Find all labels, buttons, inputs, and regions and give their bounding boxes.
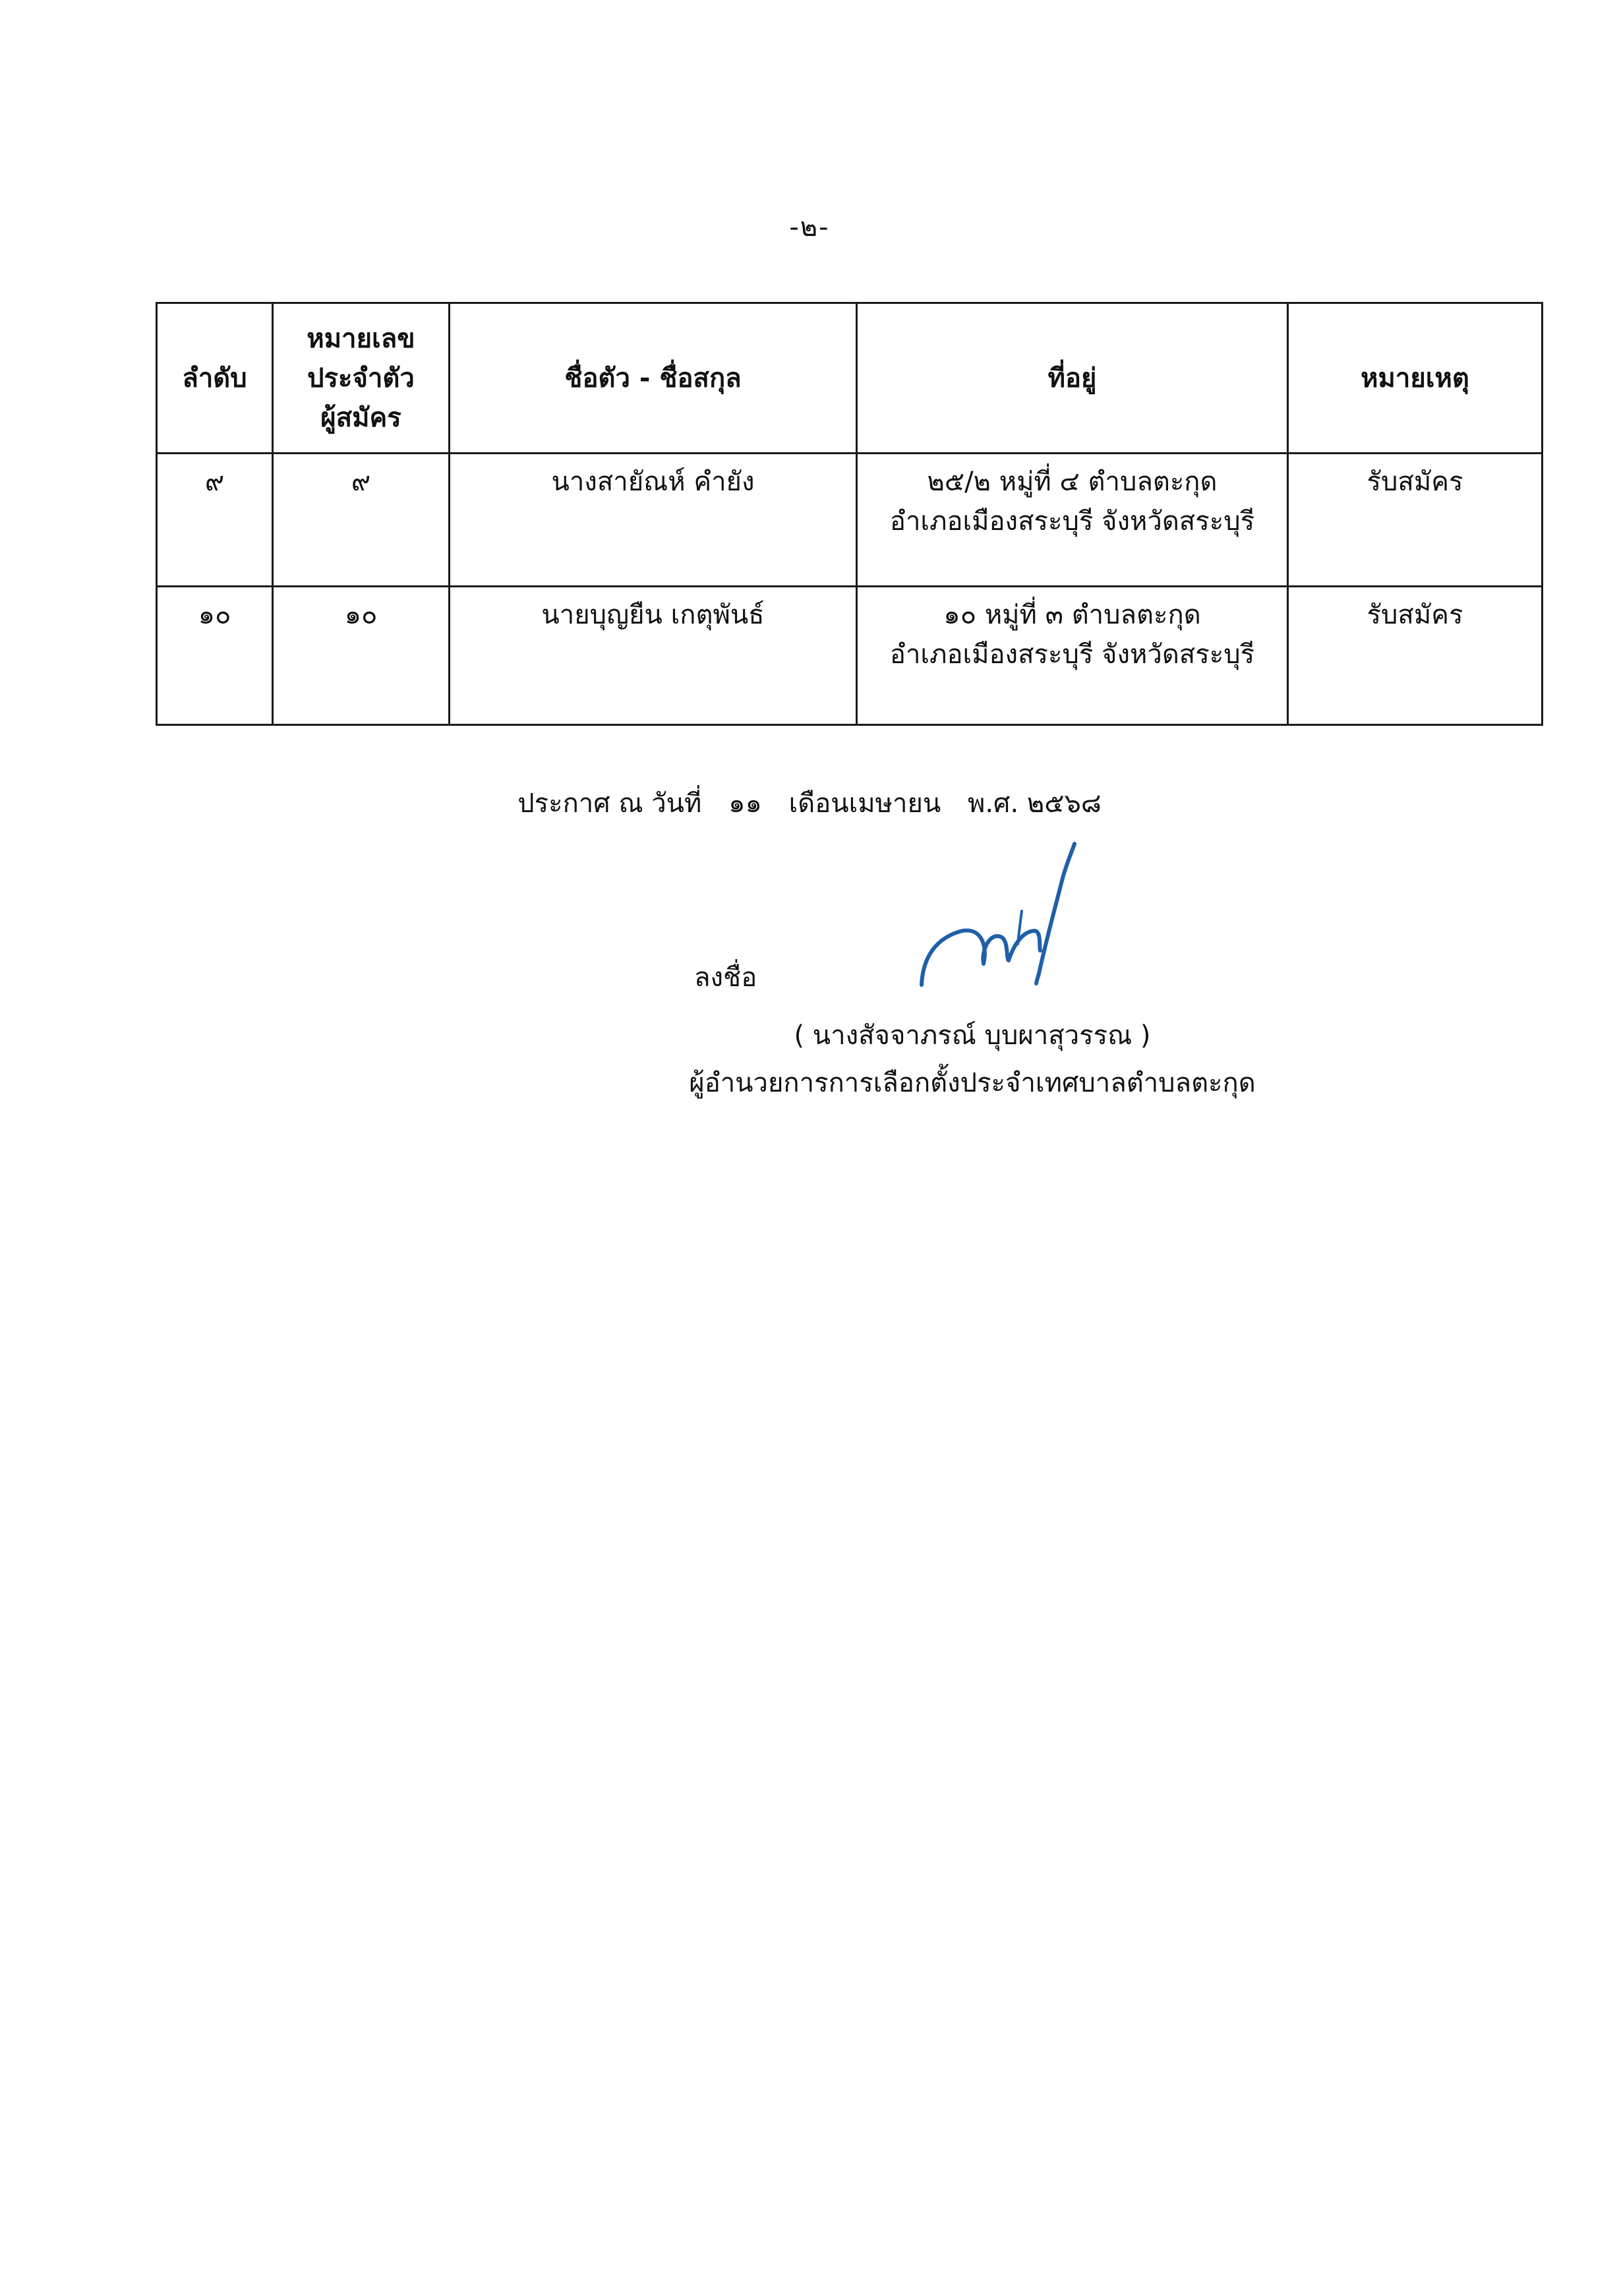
cell-remark: รับสมัคร (1288, 454, 1543, 587)
announcement-prefix: ประกาศ ณ วันที่ (517, 788, 702, 819)
signature-stroke (922, 930, 1040, 985)
table-header-row (157, 303, 1543, 454)
address-line: ๑๐ หมู่ที่ ๓ ตำบลตะกุด (943, 600, 1201, 630)
header-address: ที่อยู่ (857, 303, 1288, 454)
address-line: อำเภอเมืองสระบุรี จังหวัดสระบุรี (889, 639, 1255, 670)
header-remark: หมายเหตุ (1288, 303, 1543, 454)
cell-name: นายบุญยืน เกตุพันธ์ (450, 587, 857, 725)
header-candidate-number-line: ผู้สมัคร (320, 402, 401, 433)
table-row (157, 587, 1543, 725)
header-seq: ลำดับ (157, 303, 273, 454)
cell-address (857, 587, 1288, 725)
header-name: ชื่อตัว - ชื่อสกุล (450, 303, 857, 454)
announcement-date-line (0, 782, 1619, 824)
candidate-table (156, 302, 1543, 726)
announcement-year: พ.ศ. ๒๕๖๘ (967, 788, 1102, 819)
signer-title: ผู้อำนวยการการเลือกตั้งประจำเทศบาลตำบลตะกุด (689, 1068, 1256, 1098)
header-candidate-number-line: หมายเลข (307, 323, 415, 354)
cell-address (857, 454, 1288, 587)
header-candidate-number (273, 303, 450, 454)
cell-seq: ๑๐ (157, 587, 273, 725)
cell-seq: ๙ (157, 454, 273, 587)
header-candidate-number-line: ประจำตัว (307, 363, 415, 394)
cell-candidate-number: ๙ (273, 454, 450, 587)
table-row (157, 454, 1543, 587)
cell-name: นางสายัณห์ คำยัง (450, 454, 857, 587)
page-number: -๒- (789, 212, 830, 243)
cell-candidate-number: ๑๐ (273, 587, 450, 725)
announcement-month: เดือนเมษายน (788, 788, 941, 819)
address-line: ๒๕/๒ หมู่ที่ ๔ ตำบลตะกุด (927, 467, 1218, 497)
address-line: อำเภอเมืองสระบุรี จังหวัดสระบุรี (889, 506, 1255, 537)
cell-remark: รับสมัคร (1288, 587, 1543, 725)
sign-label: ลงชื่อ (694, 962, 757, 993)
signer-name: ( นางสัจจาภรณ์ บุบผาสุวรรณ ) (794, 1020, 1151, 1051)
announcement-day: ๑๑ (728, 788, 762, 819)
signature-stroke (1036, 844, 1074, 984)
handwritten-signature (910, 832, 1094, 997)
